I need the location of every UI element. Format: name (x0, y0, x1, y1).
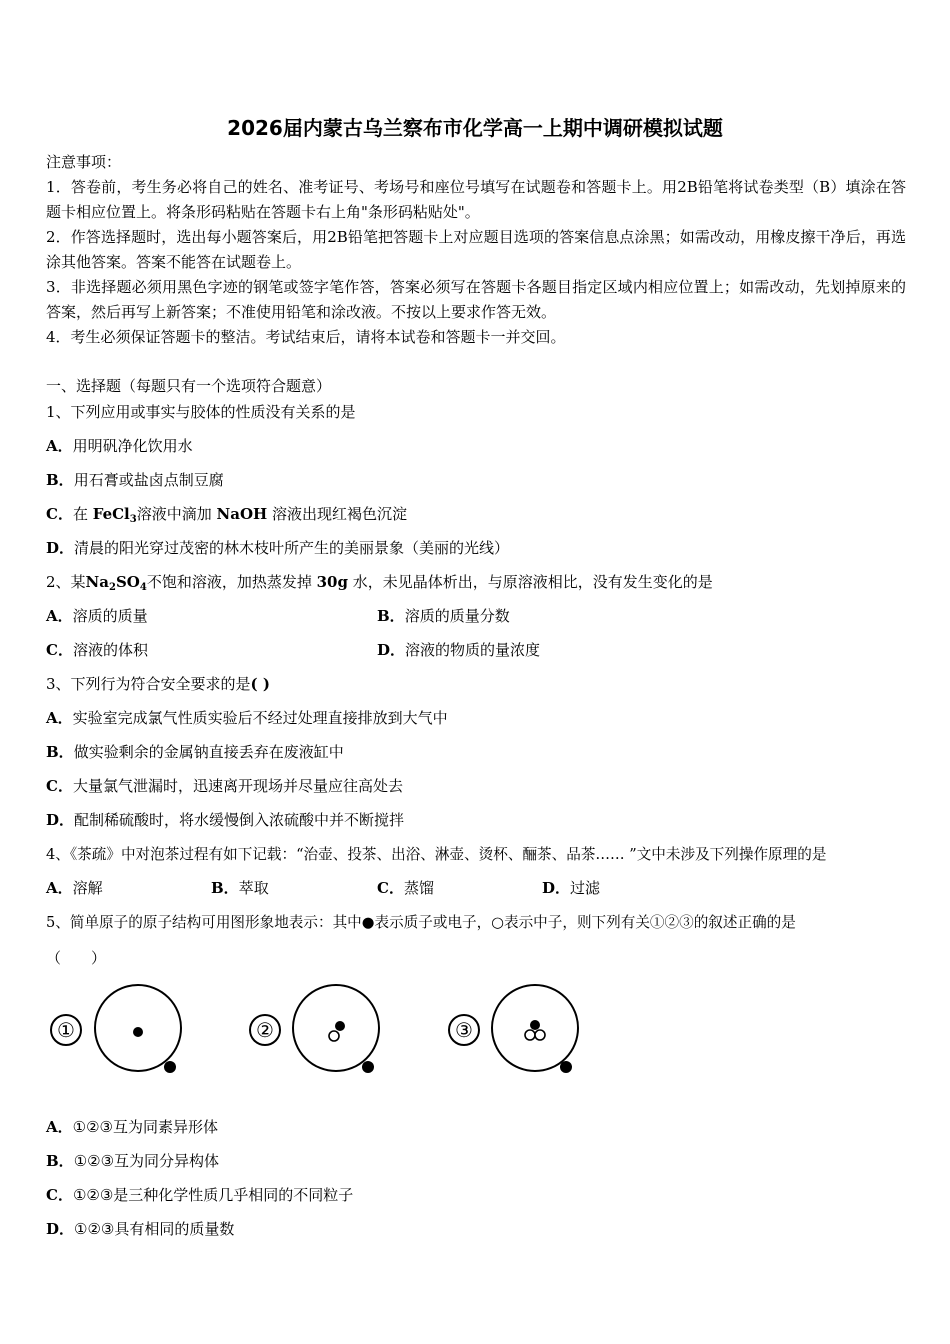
option-letter: C． (46, 641, 73, 659)
option-text: ①②③互为同素异形体 (72, 1118, 218, 1136)
q4-option-d (542, 877, 600, 898)
atom-label-2: ② (256, 1018, 274, 1042)
option-letter: C． (46, 505, 73, 523)
neutron (535, 1030, 545, 1040)
q4-option-a (46, 877, 103, 898)
stem-text: 不饱和溶液，加热蒸发掉 (146, 573, 312, 591)
option-letter: A． (46, 437, 73, 455)
electron (362, 1061, 374, 1073)
q3-option-c (46, 775, 403, 796)
stem-text: 2、某 (46, 573, 86, 591)
q3-option-d (46, 809, 404, 830)
section-heading: 一、选择题（每题只有一个选项符合题意） (46, 377, 332, 395)
subscript: 4 (139, 582, 147, 593)
q2-option-b (377, 605, 510, 626)
neutron (525, 1030, 535, 1040)
q1-option-d (46, 537, 509, 558)
q5-option-c (46, 1184, 353, 1205)
option-letter: A． (46, 879, 73, 897)
quantity: 30g (316, 573, 348, 591)
option-text: 溶液中滴加 (136, 505, 212, 523)
notice-item: 4．考生必须保证答题卡的整洁。考试结束后，请将本试卷和答题卡一并交回。 (46, 328, 566, 346)
electron (164, 1061, 176, 1073)
option-text: 过滤 (570, 879, 601, 897)
q3-stem (46, 673, 270, 694)
option-letter: C． (46, 777, 73, 795)
atom-structure-diagram (46, 980, 606, 1090)
notice-heading: 注意事项： (46, 153, 122, 171)
atom-3 (449, 985, 578, 1073)
q1-stem: 1、下列应用或事实与胶体的性质没有关系的是 (46, 403, 356, 421)
option-letter: B． (377, 607, 405, 625)
q2-option-c (46, 639, 148, 660)
formula: Na (85, 573, 109, 591)
option-text: 实验室完成氯气性质实验后不经过处理直接排放到大气中 (72, 709, 448, 727)
subscript: 2 (108, 582, 116, 593)
option-letter: D． (46, 811, 75, 829)
neutron (329, 1031, 339, 1041)
q5-option-b (46, 1150, 219, 1171)
option-text: 清晨的阳光穿过茂密的林木枝叶所产生的美丽景象（美丽的光线） (74, 539, 510, 557)
option-letter: A． (46, 709, 73, 727)
proton (133, 1027, 143, 1037)
q5-stem: 5、简单原子的原子结构可用图形象地表示：其中●表示质子或电子，○表示中子，则下列有关①②③的叙述正确的是 (46, 914, 796, 931)
q4-stem: 4、《茶疏》中对泡茶过程有如下记载：“治壶、投茶、出浴、淋壶、烫杯、酾茶、品茶…… ”文中未涉及下列操作原理的是 (46, 846, 827, 863)
q2-option-d (377, 639, 540, 660)
option-letter: D． (46, 539, 75, 557)
q5-option-d (46, 1218, 234, 1239)
option-text: 在 (72, 505, 88, 523)
option-text: 萃取 (238, 879, 269, 897)
q4-option-c (377, 877, 434, 898)
q4-option-b (211, 877, 269, 898)
option-text: 配制稀硫酸时，将水缓慢倒入浓硫酸中并不断搅拌 (74, 811, 405, 829)
q1-option-a (46, 435, 193, 456)
option-text: 溶解 (72, 879, 103, 897)
option-letter: B． (46, 1152, 74, 1170)
atom-2 (250, 985, 379, 1073)
option-letter: D． (542, 879, 571, 897)
atom-label-1: ① (57, 1018, 75, 1042)
electron (560, 1061, 572, 1073)
q3-option-a (46, 707, 448, 728)
q2-option-a (46, 605, 148, 626)
q5-answer-paren: （ ） (46, 949, 107, 967)
option-text: 溶质的质量 (72, 607, 148, 625)
atom-label-3: ③ (455, 1018, 473, 1042)
option-letter: A． (46, 607, 73, 625)
atom-1 (51, 985, 181, 1073)
proton (335, 1021, 345, 1031)
formula: SO (115, 573, 140, 591)
notice-item: 2．作答选择题时，选出每小题答案后，用2B铅笔把答题卡上对应题目选项的答案信息点涂黑；如需改动，用橡皮擦干净后，再选涂其他答案。答案不能答在试题卷上。 (46, 228, 906, 271)
q1-option-b (46, 469, 224, 490)
subscript: 3 (129, 514, 137, 525)
formula: NaOH (216, 505, 268, 523)
stem-text: 3、下列行为符合安全要求的是 (46, 675, 251, 693)
option-letter: B． (46, 471, 74, 489)
option-letter: B． (46, 743, 74, 761)
option-text: ①②③具有相同的质量数 (74, 1220, 235, 1238)
option-text: 做实验剩余的金属钠直接丢弃在废液缸中 (73, 743, 344, 761)
notice-item: 3．非选择题必须用黑色字迹的钢笔或签字笔作答，答案必须写在答题卡各题目指定区域内相应位置上；如需改动，先划掉原来的答案，然后再写上新答案；不准使用铅笔和涂改液。不按以上要求作答无效。 (46, 278, 906, 321)
notice-block (46, 150, 906, 350)
answer-paren: ( ) (250, 675, 270, 693)
proton (530, 1020, 540, 1030)
option-text: 溶液出现红褐色沉淀 (271, 505, 407, 523)
option-text: 溶液的物质的量浓度 (405, 641, 541, 659)
page-title: 2026届内蒙古乌兰察布市化学高一上期中调研模拟试题 (227, 116, 723, 140)
option-text: ①②③互为同分异构体 (73, 1152, 220, 1170)
option-letter: A． (46, 1118, 73, 1136)
stem-text: 水，未见晶体析出，与原溶液相比，没有发生变化的是 (352, 573, 713, 591)
formula: FeCl (92, 505, 130, 523)
option-letter: D． (377, 641, 406, 659)
option-letter: D． (46, 1220, 75, 1238)
option-text: 溶液的体积 (72, 641, 148, 659)
option-text: 蒸馏 (403, 879, 434, 897)
option-letter: C． (377, 879, 404, 897)
notice-item: 1．答卷前，考生务必将自己的姓名、准考证号、考场号和座位号填写在试题卷和答题卡上。用2B铅笔将试卷类型（B）填涂在答题卡相应位置上。将条形码粘贴在答题卡右上角"条形码粘贴处"。 (46, 178, 906, 221)
q3-option-b (46, 741, 344, 762)
option-text: 用明矾净化饮用水 (72, 437, 193, 455)
option-text: 用石膏或盐卤点制豆腐 (73, 471, 224, 489)
q2-stem (46, 571, 713, 593)
option-text: 大量氯气泄漏时，迅速离开现场并尽量应往高处去 (72, 777, 403, 795)
option-text: ①②③是三种化学性质几乎相同的不同粒子 (72, 1186, 354, 1204)
option-letter: B． (211, 879, 239, 897)
option-letter: C． (46, 1186, 73, 1204)
q5-option-a (46, 1116, 218, 1137)
option-text: 溶质的质量分数 (404, 607, 510, 625)
q1-option-c (46, 503, 407, 525)
